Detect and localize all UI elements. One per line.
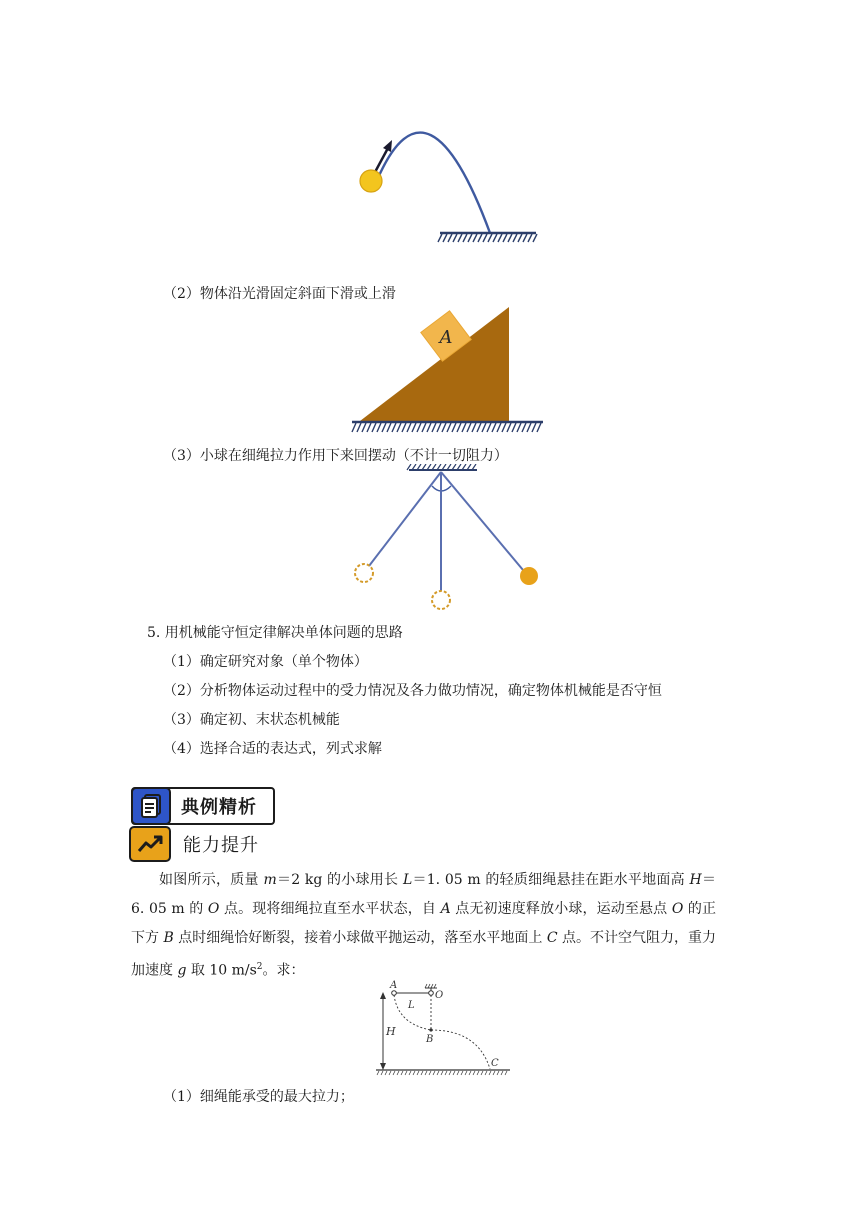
label-H: H — [386, 1025, 396, 1038]
problem-text: ＝6. 05 m 的 — [131, 872, 717, 917]
problem-text: ＝1. 05 m 的轻质细绳悬挂在距水平地面高 — [412, 872, 685, 888]
ability-header — [129, 826, 269, 862]
var-L: L — [402, 872, 413, 888]
problem-text: 取 10 m/s — [190, 962, 257, 979]
incline-figure — [348, 302, 548, 437]
incline-ground-hatch — [352, 423, 541, 432]
ball-right — [520, 567, 538, 585]
ball — [360, 170, 382, 192]
problem-paragraph — [131, 866, 716, 986]
problem-text: 点时细绳恰好断裂，接着小球做平抛运动，落至水平地面上 — [178, 930, 543, 946]
var-C: C — [546, 930, 558, 946]
var-A: A — [440, 901, 451, 917]
ball-left-ghost — [355, 564, 373, 582]
h-arrow-top — [380, 992, 386, 999]
ball-middle-ghost — [432, 591, 450, 609]
section5-title: 5. 用机械能守恒定律解决单体问题的思路 — [147, 625, 403, 641]
problem-text: 。求： — [262, 962, 305, 979]
label-L: L — [408, 1000, 415, 1011]
var-O: O — [671, 901, 684, 917]
example-header-label: 典例精析 — [181, 797, 257, 818]
step-1: （1）确定研究对象（单个物体） — [163, 654, 368, 670]
question-1: （1）细绳能承受的最大拉力； — [163, 1089, 354, 1105]
pendulum-figure — [340, 464, 560, 614]
ability-header-label: 能力提升 — [183, 835, 259, 856]
problem-figure — [368, 978, 518, 1078]
trend-up-icon — [129, 826, 171, 862]
point-o — [429, 991, 434, 996]
projectile-dashed — [431, 1030, 490, 1069]
problem-text: ＝2 kg 的小球用长 — [276, 872, 399, 888]
step-4: （4）选择合适的表达式，列式求解 — [163, 741, 382, 757]
point-a — [392, 991, 397, 996]
label-C: C — [491, 1058, 499, 1069]
arrow-head — [383, 140, 392, 152]
problem-text: 的正下方 — [131, 901, 717, 946]
step-3: （3）确定初、末状态机械能 — [163, 712, 340, 728]
var-m: m — [263, 872, 277, 888]
fig-incline-caption: （2）物体沿光滑固定斜面下滑或上滑 — [163, 286, 396, 302]
var-H: H — [689, 872, 702, 888]
example-header — [131, 787, 275, 825]
problem-text: 点。现将细绳拉直至水平状态，自 — [224, 901, 436, 917]
var-g: g — [177, 962, 187, 979]
exponent: 2 — [256, 962, 263, 972]
fig-pendulum-caption: （3）小球在细绳拉力作用下来回摆动（不计一切阻力） — [163, 448, 508, 464]
pivot-hatch — [425, 984, 436, 988]
ground-hatch — [377, 1071, 507, 1075]
document-icon — [131, 787, 171, 825]
problem-text: 点无初速度释放小球，运动至悬点 — [455, 901, 668, 917]
ground-hatch — [438, 234, 537, 242]
string-left — [369, 472, 441, 566]
var-O: O — [207, 901, 220, 917]
step-2: （2）分析物体运动过程中的受力情况及各力做功情况，确定物体机械能是否守恒 — [163, 683, 662, 699]
label-O: O — [435, 990, 444, 1001]
h-arrow-bottom — [380, 1063, 386, 1070]
projectile-path — [378, 133, 490, 233]
projectile-figure — [340, 110, 560, 250]
label-A: A — [390, 980, 398, 991]
problem-text: 如图所示，质量 — [159, 872, 259, 888]
problem-text: 点。不计空气阻力，重力加速度 — [131, 930, 717, 979]
block-a-label: A — [439, 327, 453, 348]
label-B: B — [426, 1034, 434, 1045]
var-B: B — [163, 930, 174, 946]
string-right — [441, 472, 523, 570]
